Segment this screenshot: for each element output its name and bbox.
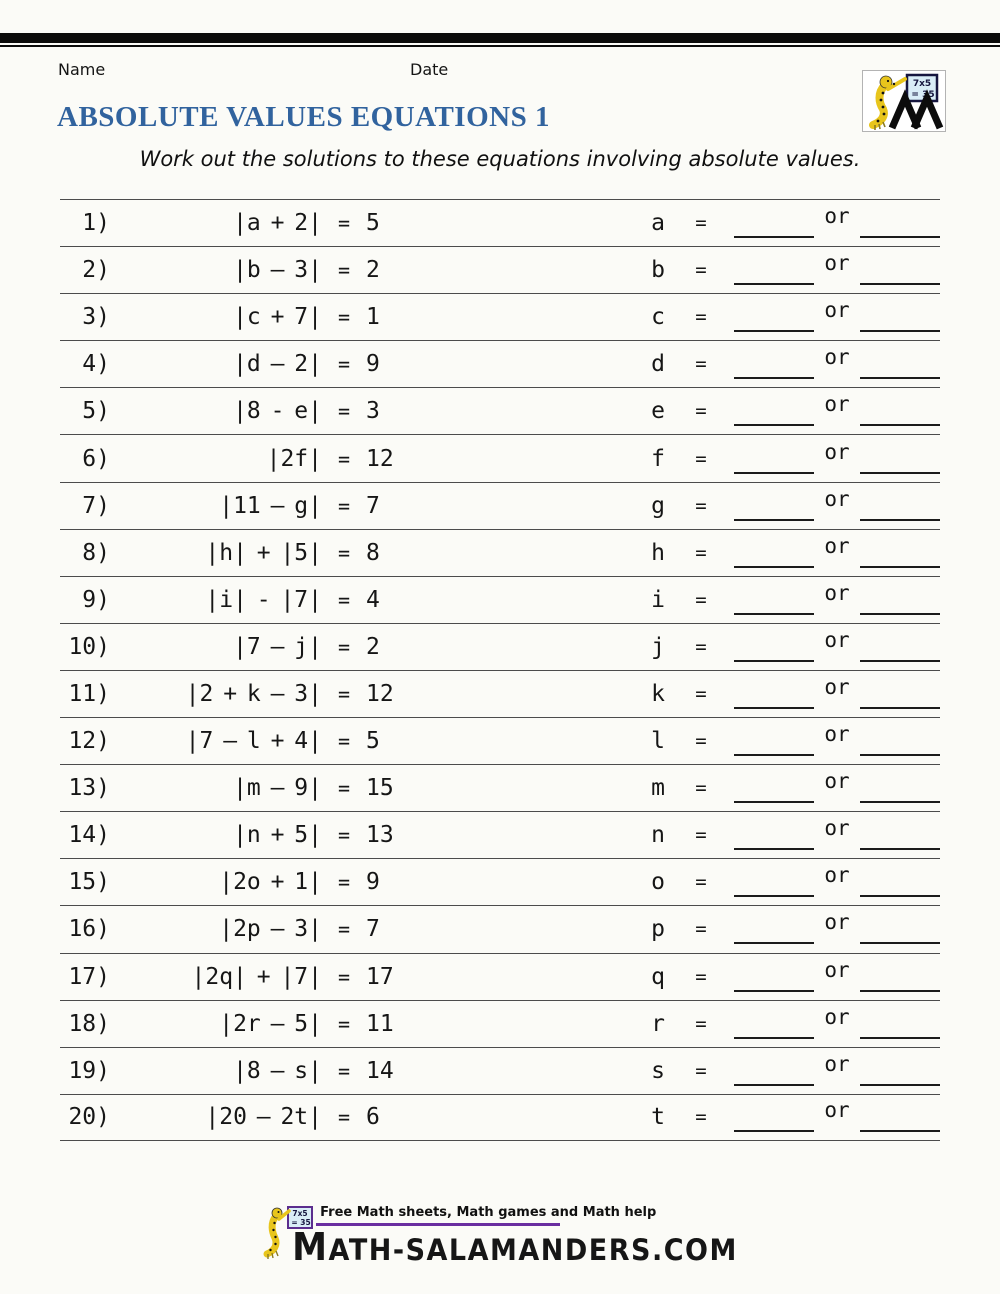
answer-blank-1[interactable] [734, 726, 814, 756]
equation-lhs: |d – 2| [233, 351, 322, 378]
answer-equals-sign: = [695, 682, 707, 705]
problem-row [60, 434, 940, 481]
answer-equals-sign: = [695, 730, 707, 753]
equation-rhs: 14 [366, 1057, 394, 1084]
equation-equals-sign: = [337, 540, 351, 565]
problem-row [60, 482, 940, 529]
equation-rhs: 17 [366, 963, 394, 990]
svg-text:7x5: 7x5 [292, 1209, 308, 1218]
answer-blank-2[interactable] [860, 302, 940, 332]
answer-equals-sign: = [695, 1106, 707, 1129]
answer-blank-2[interactable] [860, 491, 940, 521]
problem-number: 6) [82, 445, 110, 472]
answer-equals-sign: = [695, 353, 707, 376]
equation-equals-sign: = [337, 211, 351, 236]
answer-variable: h [651, 539, 665, 566]
problem-row [60, 340, 940, 387]
answer-variable: q [651, 963, 665, 990]
answer-equals-sign: = [695, 777, 707, 800]
equation-rhs: 13 [366, 822, 394, 849]
equation-rhs: 7 [366, 492, 380, 519]
equation-rhs: 3 [366, 398, 380, 425]
answer-equals-sign: = [695, 588, 707, 611]
answer-variable: m [651, 775, 665, 802]
answer-blank-1[interactable] [734, 585, 814, 615]
equation-lhs: |8 – s| [233, 1057, 322, 1084]
equation-equals-sign: = [337, 917, 351, 942]
or-label: or [824, 910, 850, 935]
or-label: or [824, 769, 850, 794]
answer-blank-1[interactable] [734, 632, 814, 662]
problem-number: 9) [82, 586, 110, 613]
problem-number: 10) [68, 633, 110, 660]
answer-variable: c [651, 304, 665, 331]
answer-equals-sign: = [695, 400, 707, 423]
equation-equals-sign: = [337, 587, 351, 612]
equation-equals-sign: = [337, 446, 351, 471]
answer-blank-2[interactable] [860, 1009, 940, 1039]
problem-row [60, 576, 940, 623]
answer-blank-2[interactable] [860, 208, 940, 238]
equation-rhs: 5 [366, 728, 380, 755]
problem-row [60, 293, 940, 340]
or-label: or [824, 816, 850, 841]
equation-equals-sign: = [337, 729, 351, 754]
problem-row [60, 764, 940, 811]
equation-lhs: |c + 7| [233, 304, 322, 331]
answer-equals-sign: = [695, 494, 707, 517]
answer-variable: n [651, 822, 665, 849]
answer-variable: f [651, 445, 665, 472]
or-label: or [824, 674, 850, 699]
answer-equals-sign: = [695, 1012, 707, 1035]
answer-blank-1[interactable] [734, 255, 814, 285]
or-label: or [824, 957, 850, 982]
equation-rhs: 15 [366, 775, 394, 802]
equation-lhs: |2p – 3| [219, 916, 322, 943]
answer-blank-2[interactable] [860, 632, 940, 662]
or-label: or [824, 392, 850, 417]
answer-variable: k [651, 680, 665, 707]
equation-equals-sign: = [337, 1011, 351, 1036]
answer-variable: p [651, 916, 665, 943]
problem-row [60, 1094, 940, 1141]
answer-equals-sign: = [695, 306, 707, 329]
problem-number: 13) [68, 775, 110, 802]
equation-equals-sign: = [337, 1105, 351, 1130]
answer-variable: s [651, 1057, 665, 1084]
answer-blank-2[interactable] [860, 585, 940, 615]
svg-text:= 35: = 35 [291, 1218, 311, 1227]
answer-blank-2[interactable] [860, 1102, 940, 1132]
problems-table [60, 199, 940, 1141]
answer-blank-1[interactable] [734, 491, 814, 521]
equation-rhs: 5 [366, 210, 380, 237]
problem-row [60, 811, 940, 858]
equation-equals-sign: = [337, 634, 351, 659]
answer-blank-1[interactable] [734, 208, 814, 238]
answer-blank-1[interactable] [734, 302, 814, 332]
answer-blank-1[interactable] [734, 962, 814, 992]
problem-number: 17) [68, 963, 110, 990]
answer-variable: b [651, 257, 665, 284]
answer-equals-sign: = [695, 824, 707, 847]
problem-row [60, 246, 940, 293]
svg-text:= 35: = 35 [911, 90, 935, 100]
answer-blank-2[interactable] [860, 396, 940, 426]
date-label: Date [410, 60, 449, 79]
answer-variable: e [651, 398, 665, 425]
problem-row [60, 858, 940, 905]
or-label: or [824, 251, 850, 276]
answer-blank-1[interactable] [734, 1102, 814, 1132]
equation-equals-sign: = [337, 493, 351, 518]
equation-equals-sign: = [337, 1058, 351, 1083]
equation-lhs: |2f| [266, 445, 322, 472]
or-label: or [824, 533, 850, 558]
equation-equals-sign: = [337, 776, 351, 801]
name-label: Name [58, 60, 106, 79]
equation-lhs: |20 – 2t| [205, 1104, 322, 1131]
answer-equals-sign: = [695, 541, 707, 564]
answer-blank-1[interactable] [734, 444, 814, 474]
equation-lhs: |2q| + |7| [191, 963, 322, 990]
answer-equals-sign: = [695, 1059, 707, 1082]
problem-row [60, 387, 940, 434]
or-label: or [824, 298, 850, 323]
problem-number: 20) [68, 1104, 110, 1131]
answer-blank-2[interactable] [860, 538, 940, 568]
answer-blank-1[interactable] [734, 396, 814, 426]
problem-row [60, 670, 940, 717]
answer-equals-sign: = [695, 918, 707, 941]
footer-tagline: Free Math sheets, Math games and Math help [320, 1205, 657, 1220]
problem-row [60, 717, 940, 764]
answer-equals-sign: = [695, 965, 707, 988]
top-rule-thin [0, 45, 1000, 47]
equation-equals-sign: = [337, 681, 351, 706]
footer-site-wordmark: MATH-SALAMANDERS.COM [292, 1225, 738, 1270]
answer-blank-2[interactable] [860, 773, 940, 803]
problem-number: 3) [82, 304, 110, 331]
answer-equals-sign: = [695, 212, 707, 235]
answer-blank-1[interactable] [734, 820, 814, 850]
equation-rhs: 11 [366, 1010, 394, 1037]
problem-number: 5) [82, 398, 110, 425]
math-salamanders-logo [862, 70, 946, 132]
m-icon [892, 98, 940, 128]
or-label: or [824, 1051, 850, 1076]
problem-row [60, 1000, 940, 1047]
instructions-text: Work out the solutions to these equations involving absolute values. [139, 147, 861, 171]
equation-lhs: |h| + |5| [205, 539, 322, 566]
svg-text:7x5: 7x5 [912, 79, 932, 89]
equation-lhs: |11 – g| [219, 492, 322, 519]
problem-number: 15) [68, 869, 110, 896]
problem-number: 1) [82, 210, 110, 237]
problem-number: 19) [68, 1057, 110, 1084]
answer-blank-2[interactable] [860, 820, 940, 850]
equation-lhs: |b – 3| [233, 257, 322, 284]
answer-variable: g [651, 492, 665, 519]
math-board-icon [907, 75, 937, 101]
answer-variable: l [651, 728, 665, 755]
answer-blank-1[interactable] [734, 867, 814, 897]
equation-rhs: 8 [366, 539, 380, 566]
answer-blank-2[interactable] [860, 1056, 940, 1086]
equation-rhs: 7 [366, 916, 380, 943]
answer-blank-2[interactable] [860, 726, 940, 756]
equation-lhs: |2o + 1| [219, 869, 322, 896]
equation-rhs: 9 [366, 869, 380, 896]
answer-blank-1[interactable] [734, 349, 814, 379]
answer-blank-1[interactable] [734, 914, 814, 944]
equation-equals-sign: = [337, 870, 351, 895]
problem-row [60, 1047, 940, 1094]
equation-rhs: 6 [366, 1104, 380, 1131]
answer-variable: j [651, 633, 665, 660]
equation-lhs: |m – 9| [233, 775, 322, 802]
equation-lhs: |2 + k – 3| [185, 680, 322, 707]
equation-equals-sign: = [337, 352, 351, 377]
problem-number: 4) [82, 351, 110, 378]
or-label: or [824, 1098, 850, 1123]
problem-number: 12) [68, 728, 110, 755]
equation-equals-sign: = [337, 305, 351, 330]
answer-blank-2[interactable] [860, 914, 940, 944]
or-label: or [824, 722, 850, 747]
equation-rhs: 4 [366, 586, 380, 613]
problem-number: 2) [82, 257, 110, 284]
footer [0, 1203, 1000, 1268]
answer-equals-sign: = [695, 259, 707, 282]
problem-row [60, 623, 940, 670]
problem-number: 14) [68, 822, 110, 849]
answer-blank-2[interactable] [860, 679, 940, 709]
equation-rhs: 9 [366, 351, 380, 378]
problem-row [60, 953, 940, 1000]
or-label: or [824, 439, 850, 464]
page-title: ABSOLUTE VALUES EQUATIONS 1 [57, 101, 550, 133]
equation-lhs: |7 – l + 4| [185, 728, 322, 755]
equation-rhs: 12 [366, 445, 394, 472]
equation-equals-sign: = [337, 823, 351, 848]
or-label: or [824, 863, 850, 888]
answer-variable: i [651, 586, 665, 613]
problem-row [60, 199, 940, 246]
equation-rhs: 2 [366, 633, 380, 660]
problem-number: 7) [82, 492, 110, 519]
or-label: or [824, 1004, 850, 1029]
equation-lhs: |2r – 5| [219, 1010, 322, 1037]
answer-blank-2[interactable] [860, 255, 940, 285]
equation-lhs: |a + 2| [233, 210, 322, 237]
answer-blank-2[interactable] [860, 867, 940, 897]
equation-equals-sign: = [337, 258, 351, 283]
or-label: or [824, 204, 850, 229]
equation-lhs: |7 – j| [233, 633, 322, 660]
salamander-icon [267, 1208, 289, 1259]
or-label: or [824, 580, 850, 605]
answer-blank-1[interactable] [734, 773, 814, 803]
equation-rhs: 1 [366, 304, 380, 331]
answer-variable: o [651, 869, 665, 896]
equation-rhs: 12 [366, 680, 394, 707]
answer-variable: d [651, 351, 665, 378]
problem-number: 11) [68, 680, 110, 707]
answer-blank-1[interactable] [734, 1056, 814, 1086]
salamander-logo-icon [863, 71, 945, 131]
answer-variable: t [651, 1104, 665, 1131]
answer-blank-1[interactable] [734, 1009, 814, 1039]
answer-blank-1[interactable] [734, 679, 814, 709]
problem-row [60, 529, 940, 576]
problem-number: 16) [68, 916, 110, 943]
answer-blank-1[interactable] [734, 538, 814, 568]
equation-equals-sign: = [337, 964, 351, 989]
or-label: or [824, 345, 850, 370]
answer-blank-2[interactable] [860, 962, 940, 992]
equation-rhs: 2 [366, 257, 380, 284]
equation-lhs: |8 - e| [233, 398, 322, 425]
answer-equals-sign: = [695, 871, 707, 894]
top-rule-thick [0, 33, 1000, 43]
or-label: or [824, 627, 850, 652]
equation-equals-sign: = [337, 399, 351, 424]
answer-blank-2[interactable] [860, 349, 940, 379]
problem-number: 8) [82, 539, 110, 566]
equation-lhs: |n + 5| [233, 822, 322, 849]
answer-equals-sign: = [695, 447, 707, 470]
problem-row [60, 905, 940, 952]
equation-lhs: |i| - |7| [205, 586, 322, 613]
answer-equals-sign: = [695, 635, 707, 658]
answer-variable: a [651, 210, 665, 237]
answer-variable: r [651, 1010, 665, 1037]
problem-number: 18) [68, 1010, 110, 1037]
or-label: or [824, 486, 850, 511]
answer-blank-2[interactable] [860, 444, 940, 474]
